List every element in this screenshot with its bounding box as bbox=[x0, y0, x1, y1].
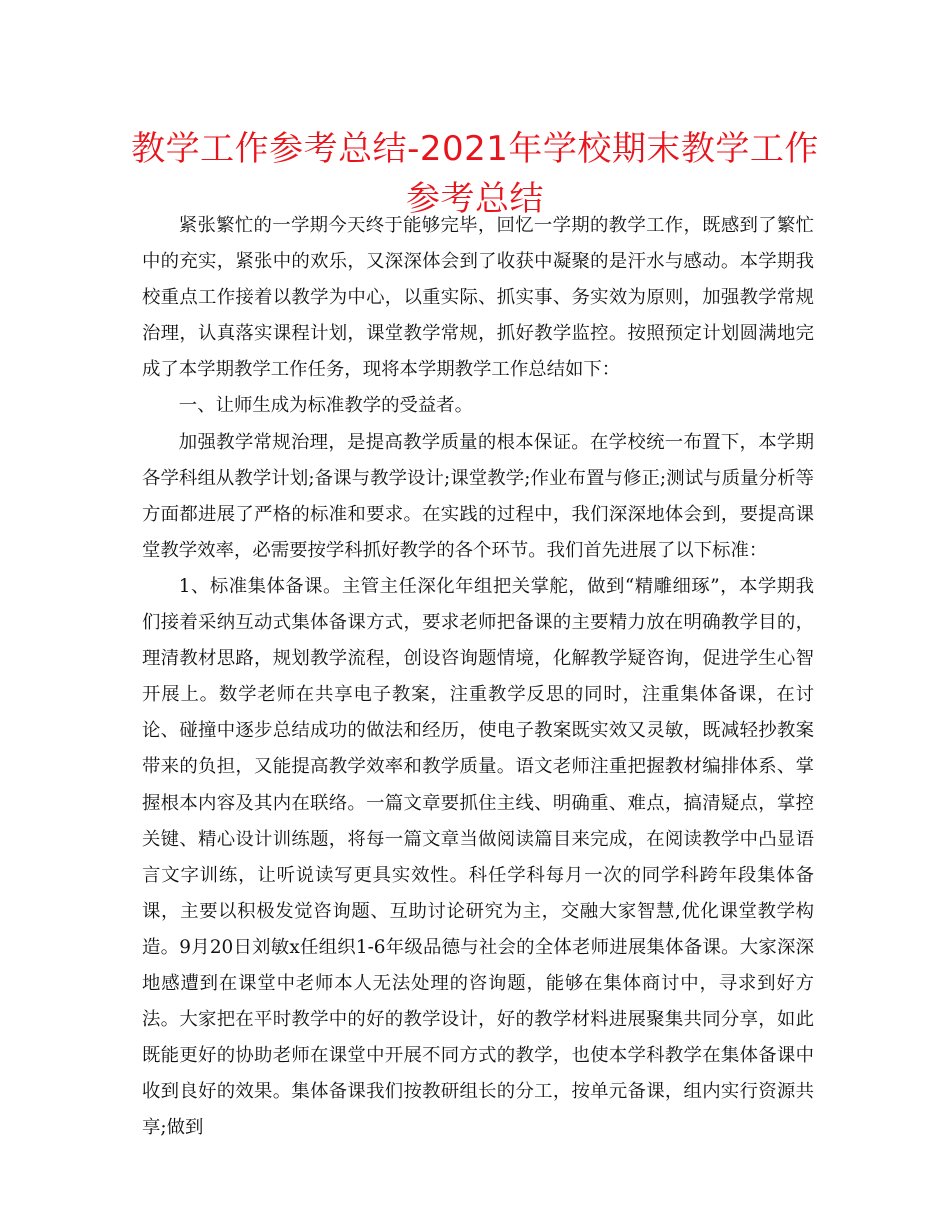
paragraph-section-heading: 一、让师生成为标准教学的受益者。 bbox=[178, 395, 474, 417]
document-title: 教学工作参考总结-2021年学校期末教学工作参考总结 bbox=[131, 129, 819, 219]
document-body bbox=[142, 208, 814, 1146]
paragraph-routine-management: 加强教学常规治理，是提高教学质量的根本保证。在学校统一布置下，本学期各学科组从教学计划;备课与教学设计;课堂教学;作业布置与修正;测试与质量分析等方面都进展了严格的标准和要求。在实践的过程中，我们深深地体会到，要提高课堂教学效率，必需要按学科抓好教学的各个环节。我们首先进展了以下标准： bbox=[142, 431, 814, 561]
paragraph-intro: 紧张繁忙的一学期今天终于能够完毕，回忆一学期的教学工作，既感到了繁忙中的充实，紧张中的欢乐，又深深体会到了收获中凝聚的是汗水与感动。本学期我校重点工作接着以教学为中心，以重实际、抓实事、务实效为原则，加强教学常规治理，认真落实课程计划，课堂教学常规，抓好教学监控。按照预定计划圆满地完成了本学期教学工作任务，现将本学期教学工作总结如下： bbox=[142, 215, 814, 381]
paragraph-collective-lesson-prep: 1、标准集体备课。主管主任深化年组把关掌舵，做到“精雕细琢”，本学期我们接着采纳互动式集体备课方式，要求老师把备课的主要精力放在明确教学目的，理清教材思路，规划教学流程，创设咨询题情境，化解教学疑咨询，促进学生心智开展上。数学老师在共享电子教案，注重教学反思的同时，注重集体备课，在讨论、碰撞中逐步总结成功的做法和经历，使电子教案既实效又灵敏，既减轻抄教案带来的负担，又能提高教学效率和教学质量。语文老师注重把握教材编排体系、掌握根本内容及其内在联络。一篇文章要抓住主线、明确重、难点，搞清疑点，掌控关键、精心设计训练题，将每一篇文章当做阅读篇目来完成，在阅读教学中凸显语言文字训练，让听说读写更具实效性。科任学科每月一次的同学科跨年段集体备课，主要以积极发觉咨询题、互助讨论研究为主，交融大家智慧,优化课堂教学构造。9月20日刘敏x任组织1-6年级品德与社会的全体老师进展集体备课。大家深深地感遭到在课堂中老师本人无法处理的咨询题，能够在集体商讨中，寻求到好方法。大家把在平时教学中的好的教学设计，好的教学材料进展聚集共同分享，如此既能更好的协助老师在课堂中开展不同方式的教学，也使本学科教学在集体备课中收到良好的效果。集体备课我们按教研组长的分工，按单元备课，组内实行资源共享;做到 bbox=[142, 575, 814, 1139]
